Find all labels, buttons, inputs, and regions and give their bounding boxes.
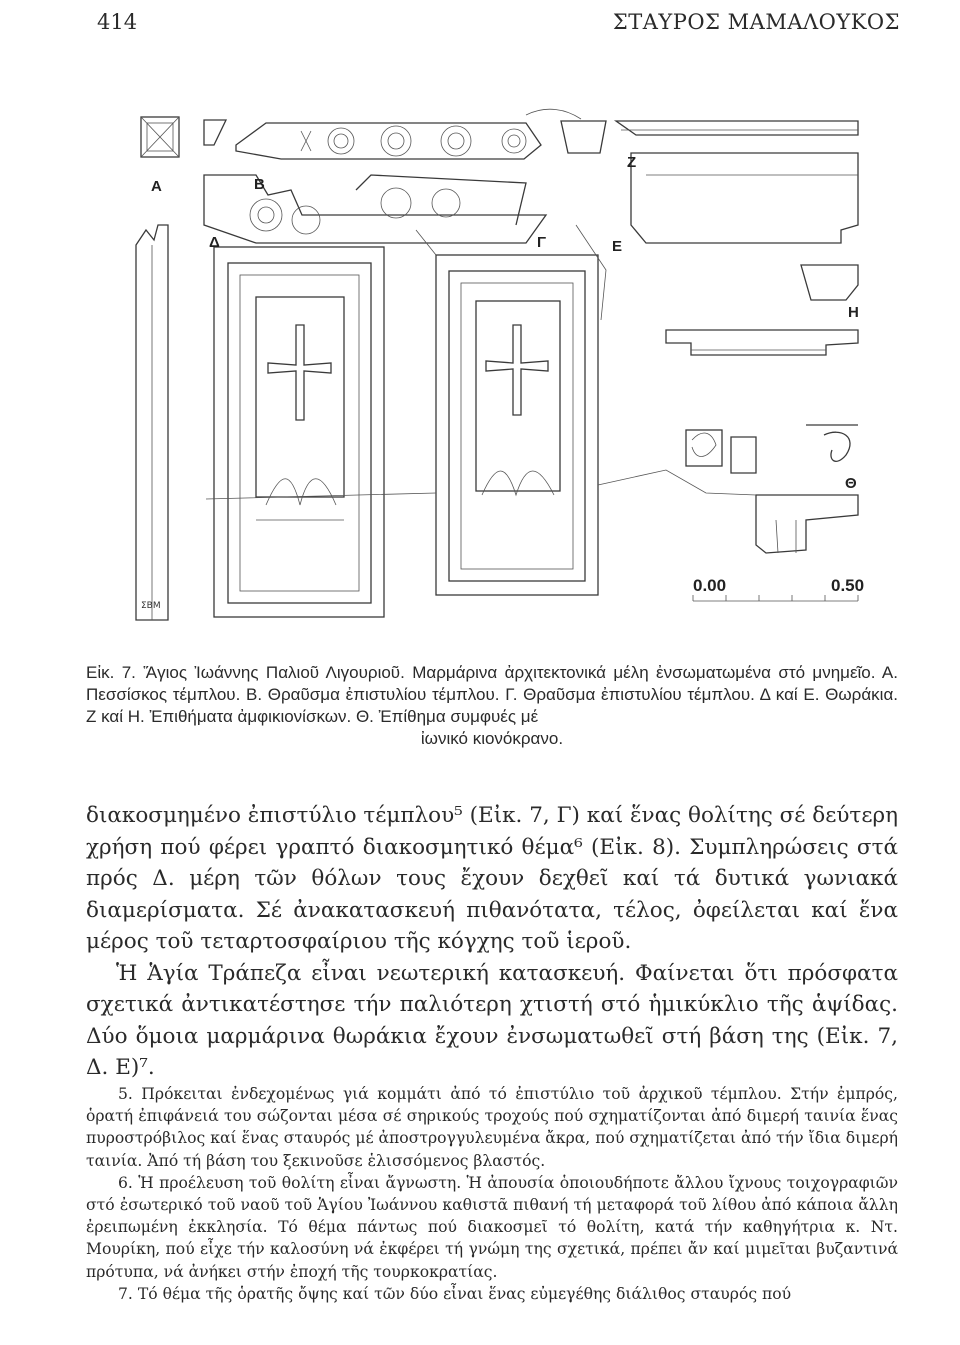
label-th: Θ: [845, 475, 857, 492]
piece-th-capital: [686, 425, 858, 553]
piece-e-profile: [631, 153, 858, 243]
body-paragraph-1: διακοσμημένο ἐπιστύλιο τέμπλου⁵ (Εἰκ. 7, Γ) καί ἕνας θολίτης σέ δεύτερη χρήση πού φέρει γραπτό διακοσμητικό θέμα⁶ (Εἰκ. 8). Συμπληρώσεις στά πρός Δ. μέρη τῶν θόλων τους ἔχουν δεχθεῖ καί τά δυτικά γωνιακά διαμερίσματα. Σέ ἀνακατασκευή πιθανότατα, τέλος, ὀφείλεται καί ἕνα μέρος τοῦ τεταρτοσφαίριου τῆς κόγχης τοῦ ἱεροῦ.: [86, 803, 898, 954]
label-b: B: [254, 176, 265, 193]
drawing-signature: ΣΒΜ: [141, 601, 161, 611]
drawing-svg: [106, 75, 886, 650]
label-h: H: [848, 304, 859, 321]
running-head: ΣΤΑΥΡΟΣ ΜΑΜΑΛΟΥΚΟΣ: [612, 10, 900, 34]
footnote-7: 7. Τό θέμα τῆς ὁρατῆς ὄψης καί τῶν δύο εἶναι ἕνας εὐμεγέθης διάλιθος σταυρός πού: [118, 1284, 792, 1303]
body-text: [86, 800, 898, 1084]
footnote-5: 5. Πρόκειται ἐνδεχομένως γιά κομμάτι ἀπό τό ἐπιστύλιο τοῦ ἀρχικοῦ τέμπλου. Στήν ἐμπρός, ὁρατή ἐπιφάνειά του σώζονται μέσα σέ σηρικούς τροχούς πού σχηματίζονται ἀπό διμερή ταινία ἕνας πυροστρόβιλος καί ἕνας σταυρός μέ ἀποστρογγυλευμένα ἄκρα, πού σχηματίζεται ἀπό τήν ἴδια διμερή ταινία. Ἀπό τή βάση του ξεκινοῦσε ἑλισσόμενος βλαστός.: [86, 1085, 898, 1170]
piece-a-square: [141, 117, 179, 157]
scale-label-right: 0.50: [831, 576, 865, 595]
scale-bar: [693, 576, 864, 601]
footnotes: [86, 1083, 898, 1305]
label-g: Γ: [537, 234, 547, 251]
piece-h-impost: [666, 265, 858, 355]
piece-b-epistyle: [204, 109, 581, 159]
piece-d-thorakion: [214, 247, 384, 617]
label-d: Δ: [209, 234, 220, 251]
body-paragraph-2: Ἡ Ἁγία Τράπεζα εἶναι νεωτερική κατασκευή. Φαίνεται ὅτι πρόσφατα σχετικά ἀντικατέστησε τήν παλιότερη χτιστή στό ἡμικύκλιο τῆς ἁψίδας. Δύο ὅμοια μαρμάρινα θωράκια ἔχουν ἐνσωματωθεῖ στή βάση της (Εἰκ. 7, Δ. Ε)⁷.: [86, 960, 898, 1080]
piece-z-impost: [561, 121, 858, 153]
label-z: Z: [627, 154, 637, 171]
page-number: 414: [97, 10, 138, 34]
label-a: A: [151, 178, 162, 195]
caption-last-line: ἰωνικό κιονόκρανο.: [420, 729, 564, 748]
figure-caption: [86, 662, 898, 750]
label-e: E: [612, 238, 623, 255]
piece-a-pessiskos: [136, 225, 168, 620]
architectural-drawing-figure: [106, 75, 886, 650]
caption-text: Εἰκ. 7. Ἅγιος Ἰωάννης Παλιοῦ Λιγουριοῦ. Μαρμάρινα ἀρχιτεκτονικά μέλη ἐνσωματωμένα στό μνημεῖο. Α. Πεσσίσκος τέμπλου. Β. Θραῦσμα ἐπιστυλίου τέμπλου. Γ. Θραῦσμα ἐπιστυλίου τέμπλου. Δ καί Ε. Θωράκια. Ζ καί Η. Ἐπιθήματα ἀμφικιονίσκων. Θ. Ἐπίθημα συμφυές μέ: [86, 663, 898, 726]
piece-e-thorakion: [416, 225, 606, 595]
scale-label-left: 0.00: [693, 576, 727, 595]
footnote-6: 6. Ἡ προέλευση τοῦ θολίτη εἶναι ἄγνωστη. Ἡ ἀπουσία ὁποιουδήποτε ἄλλου ἴχνους τοιχογραφιῶν στό ἐσωτερικό τοῦ ναοῦ τοῦ Ἁγίου Ἰωάννου καθιστᾶ πιθανή τή μεταφορά τοῦ λίθου ἀπό κάποια ἄλλη ἐρειπωμένη ἐκκλησία. Τό θέμα πάντως πού διακοσμεῖ τό θολίτη, κατά τήν καθηγήτρια κ. Ντ. Μουρίκη, πού εἶχε τήν καλοσύνη νά ἐκφέρει τή γνώμη της σχετικά, πρέπει ἄν καί μιμεῖται βυζαντινά πρότυπα, νά ἀνήκει στήν ἐποχή τῆς τουρκοκρατίας.: [86, 1173, 898, 1281]
